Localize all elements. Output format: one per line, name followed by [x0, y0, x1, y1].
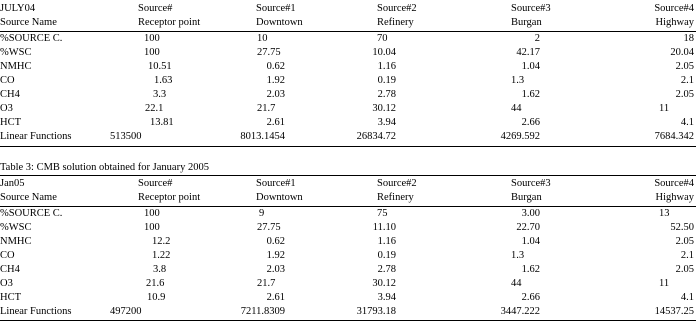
cell-refinery: 30.12 [372, 278, 396, 289]
cell-refinery: 2.78 [377, 264, 396, 275]
header-cell-month: Jan05 [0, 178, 25, 189]
cell-highway: 20.04 [670, 47, 694, 58]
cell-receptor: 100 [144, 208, 160, 219]
cell-refinery: 30.12 [372, 103, 396, 114]
cell-refinery: 0.19 [377, 75, 396, 86]
row-label: %SOURCE C. [0, 33, 63, 44]
cell-receptor: 22.1 [145, 103, 164, 114]
header-cell-downtown: Downtown [256, 192, 303, 203]
header-cell-receptor: Receptor point [138, 192, 201, 203]
table-row [0, 62, 696, 74]
table-rule [0, 206, 696, 207]
table-jan05 [0, 173, 696, 322]
cell-receptor: 3.8 [153, 264, 167, 275]
cell-highway: 4.1 [680, 117, 694, 128]
header-row-2 [0, 18, 696, 30]
row-label: Linear Functions [0, 306, 72, 317]
table-caption: Table 3: CMB solution obtained for January 2005 [0, 162, 209, 173]
header-cell-source: Source# [138, 178, 173, 189]
cell-refinery: 1.16 [377, 236, 396, 247]
cell-refinery: 75 [377, 208, 388, 219]
header-cell-source1: Source#1 [256, 3, 296, 14]
table-row [0, 34, 696, 46]
table-bottom-rule [0, 146, 696, 147]
table-july04 [0, 0, 696, 152]
cell-downtown: 0.62 [266, 61, 285, 72]
header-row-1 [0, 4, 696, 16]
header-row-2 [0, 193, 696, 205]
table-row [0, 293, 696, 305]
cell-highway: 4.1 [680, 292, 694, 303]
cell-downtown: 1.92 [266, 250, 285, 261]
header-cell-receptor: Receptor point [138, 17, 201, 28]
cell-receptor: 12.2 [152, 236, 171, 247]
cell-highway: 2.05 [675, 89, 694, 100]
table-row [0, 265, 696, 277]
cell-burgan: 1.04 [521, 236, 540, 247]
cell-refinery: 1.16 [377, 61, 396, 72]
table-row [0, 118, 696, 130]
cell-highway: 2.05 [675, 236, 694, 247]
header-cell-burgan: Burgan [511, 17, 542, 28]
row-label: CO [0, 250, 15, 261]
header-cell-source3: Source#3 [511, 178, 551, 189]
cell-downtown: 2.03 [266, 264, 285, 275]
table-row [0, 90, 696, 102]
cell-refinery: 0.19 [377, 250, 396, 261]
row-label: CH4 [0, 264, 20, 275]
cell-refinery: 70 [377, 33, 388, 44]
cell-burgan: 1.04 [521, 61, 540, 72]
cell-highway: 52.50 [670, 222, 694, 233]
cell-burgan: 4269.592 [500, 131, 540, 142]
cell-refinery: 26834.72 [356, 131, 396, 142]
cell-burgan: 3.00 [521, 208, 540, 219]
row-label: HCT [0, 292, 21, 303]
cell-highway: 2.05 [675, 264, 694, 275]
cell-receptor: 10.9 [147, 292, 166, 303]
cell-highway: 18 [683, 33, 694, 44]
header-cell-source-name: Source Name [0, 192, 57, 203]
table-row [0, 237, 696, 249]
header-cell-source2: Source#2 [377, 3, 417, 14]
cell-refinery: 31793.18 [356, 306, 396, 317]
table-row [0, 279, 696, 291]
cell-receptor: 497200 [110, 306, 142, 317]
row-label: NMHC [0, 61, 32, 72]
cell-receptor: 3.3 [153, 89, 167, 100]
row-label: %SOURCE C. [0, 208, 63, 219]
cell-downtown: 21.7 [257, 278, 276, 289]
cell-receptor: 1.22 [152, 250, 171, 261]
table-row [0, 251, 696, 263]
cell-burgan: 44 [511, 103, 522, 114]
cell-downtown: 8013.1454 [240, 131, 285, 142]
header-cell-refinery: Refinery [377, 192, 414, 203]
row-label: NMHC [0, 236, 32, 247]
header-cell-downtown: Downtown [256, 17, 303, 28]
row-label: CH4 [0, 89, 20, 100]
header-row-1 [0, 179, 696, 191]
cell-refinery: 10.04 [372, 47, 396, 58]
cell-burgan: 2.66 [521, 292, 540, 303]
cell-highway: 7684.342 [654, 131, 694, 142]
cell-refinery: 11.10 [372, 222, 396, 233]
cell-burgan: 1.62 [521, 89, 540, 100]
cell-downtown: 27.75 [257, 47, 281, 58]
header-cell-source-name: Source Name [0, 17, 57, 28]
header-cell-burgan: Burgan [511, 192, 542, 203]
cell-downtown: 2.61 [266, 117, 285, 128]
cell-highway: 2.1 [680, 250, 694, 261]
cell-receptor: 100 [144, 222, 160, 233]
row-label: Linear Functions [0, 131, 72, 142]
cell-refinery: 3.94 [377, 292, 396, 303]
table-bottom-rule [0, 320, 696, 321]
table-row [0, 209, 696, 221]
cell-burgan: 1.62 [521, 264, 540, 275]
cell-receptor: 100 [144, 47, 160, 58]
cell-burgan: 2 [534, 33, 540, 44]
cell-receptor: 100 [144, 33, 160, 44]
header-cell-source1: Source#1 [256, 178, 296, 189]
cell-downtown: 7211.8309 [240, 306, 285, 317]
cell-highway: 13 [659, 208, 670, 219]
header-cell-source4: Source#4 [654, 3, 694, 14]
row-label: O3 [0, 278, 13, 289]
table-row [0, 76, 696, 88]
table-row [0, 307, 696, 319]
cell-refinery: 3.94 [377, 117, 396, 128]
cell-highway: 11 [659, 278, 670, 289]
cell-downtown: 0.62 [266, 236, 285, 247]
header-cell-source: Source# [138, 3, 173, 14]
cell-highway: 2.1 [680, 75, 694, 86]
header-cell-highway: Highway [655, 17, 694, 28]
cell-highway: 14537.25 [654, 306, 694, 317]
cell-receptor: 1.63 [154, 75, 173, 86]
header-cell-source4: Source#4 [654, 178, 694, 189]
cell-downtown: 27.75 [257, 222, 281, 233]
table-rule [0, 31, 696, 32]
cell-downtown: 21.7 [257, 103, 276, 114]
cell-receptor: 513500 [110, 131, 142, 142]
cell-burgan: 1.3 [511, 75, 525, 86]
table-row [0, 104, 696, 116]
cell-burgan: 2.66 [521, 117, 540, 128]
cell-burgan: 1.3 [511, 250, 525, 261]
cell-burgan: 22.70 [516, 222, 540, 233]
cell-receptor: 21.6 [146, 278, 165, 289]
table-row [0, 132, 696, 144]
row-label: %WSC [0, 47, 32, 58]
row-label: HCT [0, 117, 21, 128]
table-row [0, 223, 696, 235]
cell-burgan: 44 [511, 278, 522, 289]
header-cell-refinery: Refinery [377, 17, 414, 28]
cell-refinery: 2.78 [377, 89, 396, 100]
cell-highway: 2.05 [675, 61, 694, 72]
row-label: %WSC [0, 222, 32, 233]
cell-highway: 11 [659, 103, 670, 114]
header-cell-source2: Source#2 [377, 178, 417, 189]
row-label: O3 [0, 103, 13, 114]
header-cell-month: JULY04 [0, 3, 36, 14]
cell-receptor: 10.51 [148, 61, 172, 72]
cell-downtown: 9 [259, 208, 265, 219]
cell-receptor: 13.81 [150, 117, 174, 128]
header-cell-highway: Highway [655, 192, 694, 203]
cell-burgan: 3447.222 [500, 306, 540, 317]
row-label: CO [0, 75, 15, 86]
cell-downtown: 1.92 [266, 75, 285, 86]
cell-downtown: 2.61 [266, 292, 285, 303]
cell-downtown: 2.03 [266, 89, 285, 100]
table-top-rule [0, 175, 696, 176]
header-cell-source3: Source#3 [511, 3, 551, 14]
cell-downtown: 10 [257, 33, 268, 44]
table-row [0, 48, 696, 60]
cell-burgan: 42.17 [516, 47, 540, 58]
